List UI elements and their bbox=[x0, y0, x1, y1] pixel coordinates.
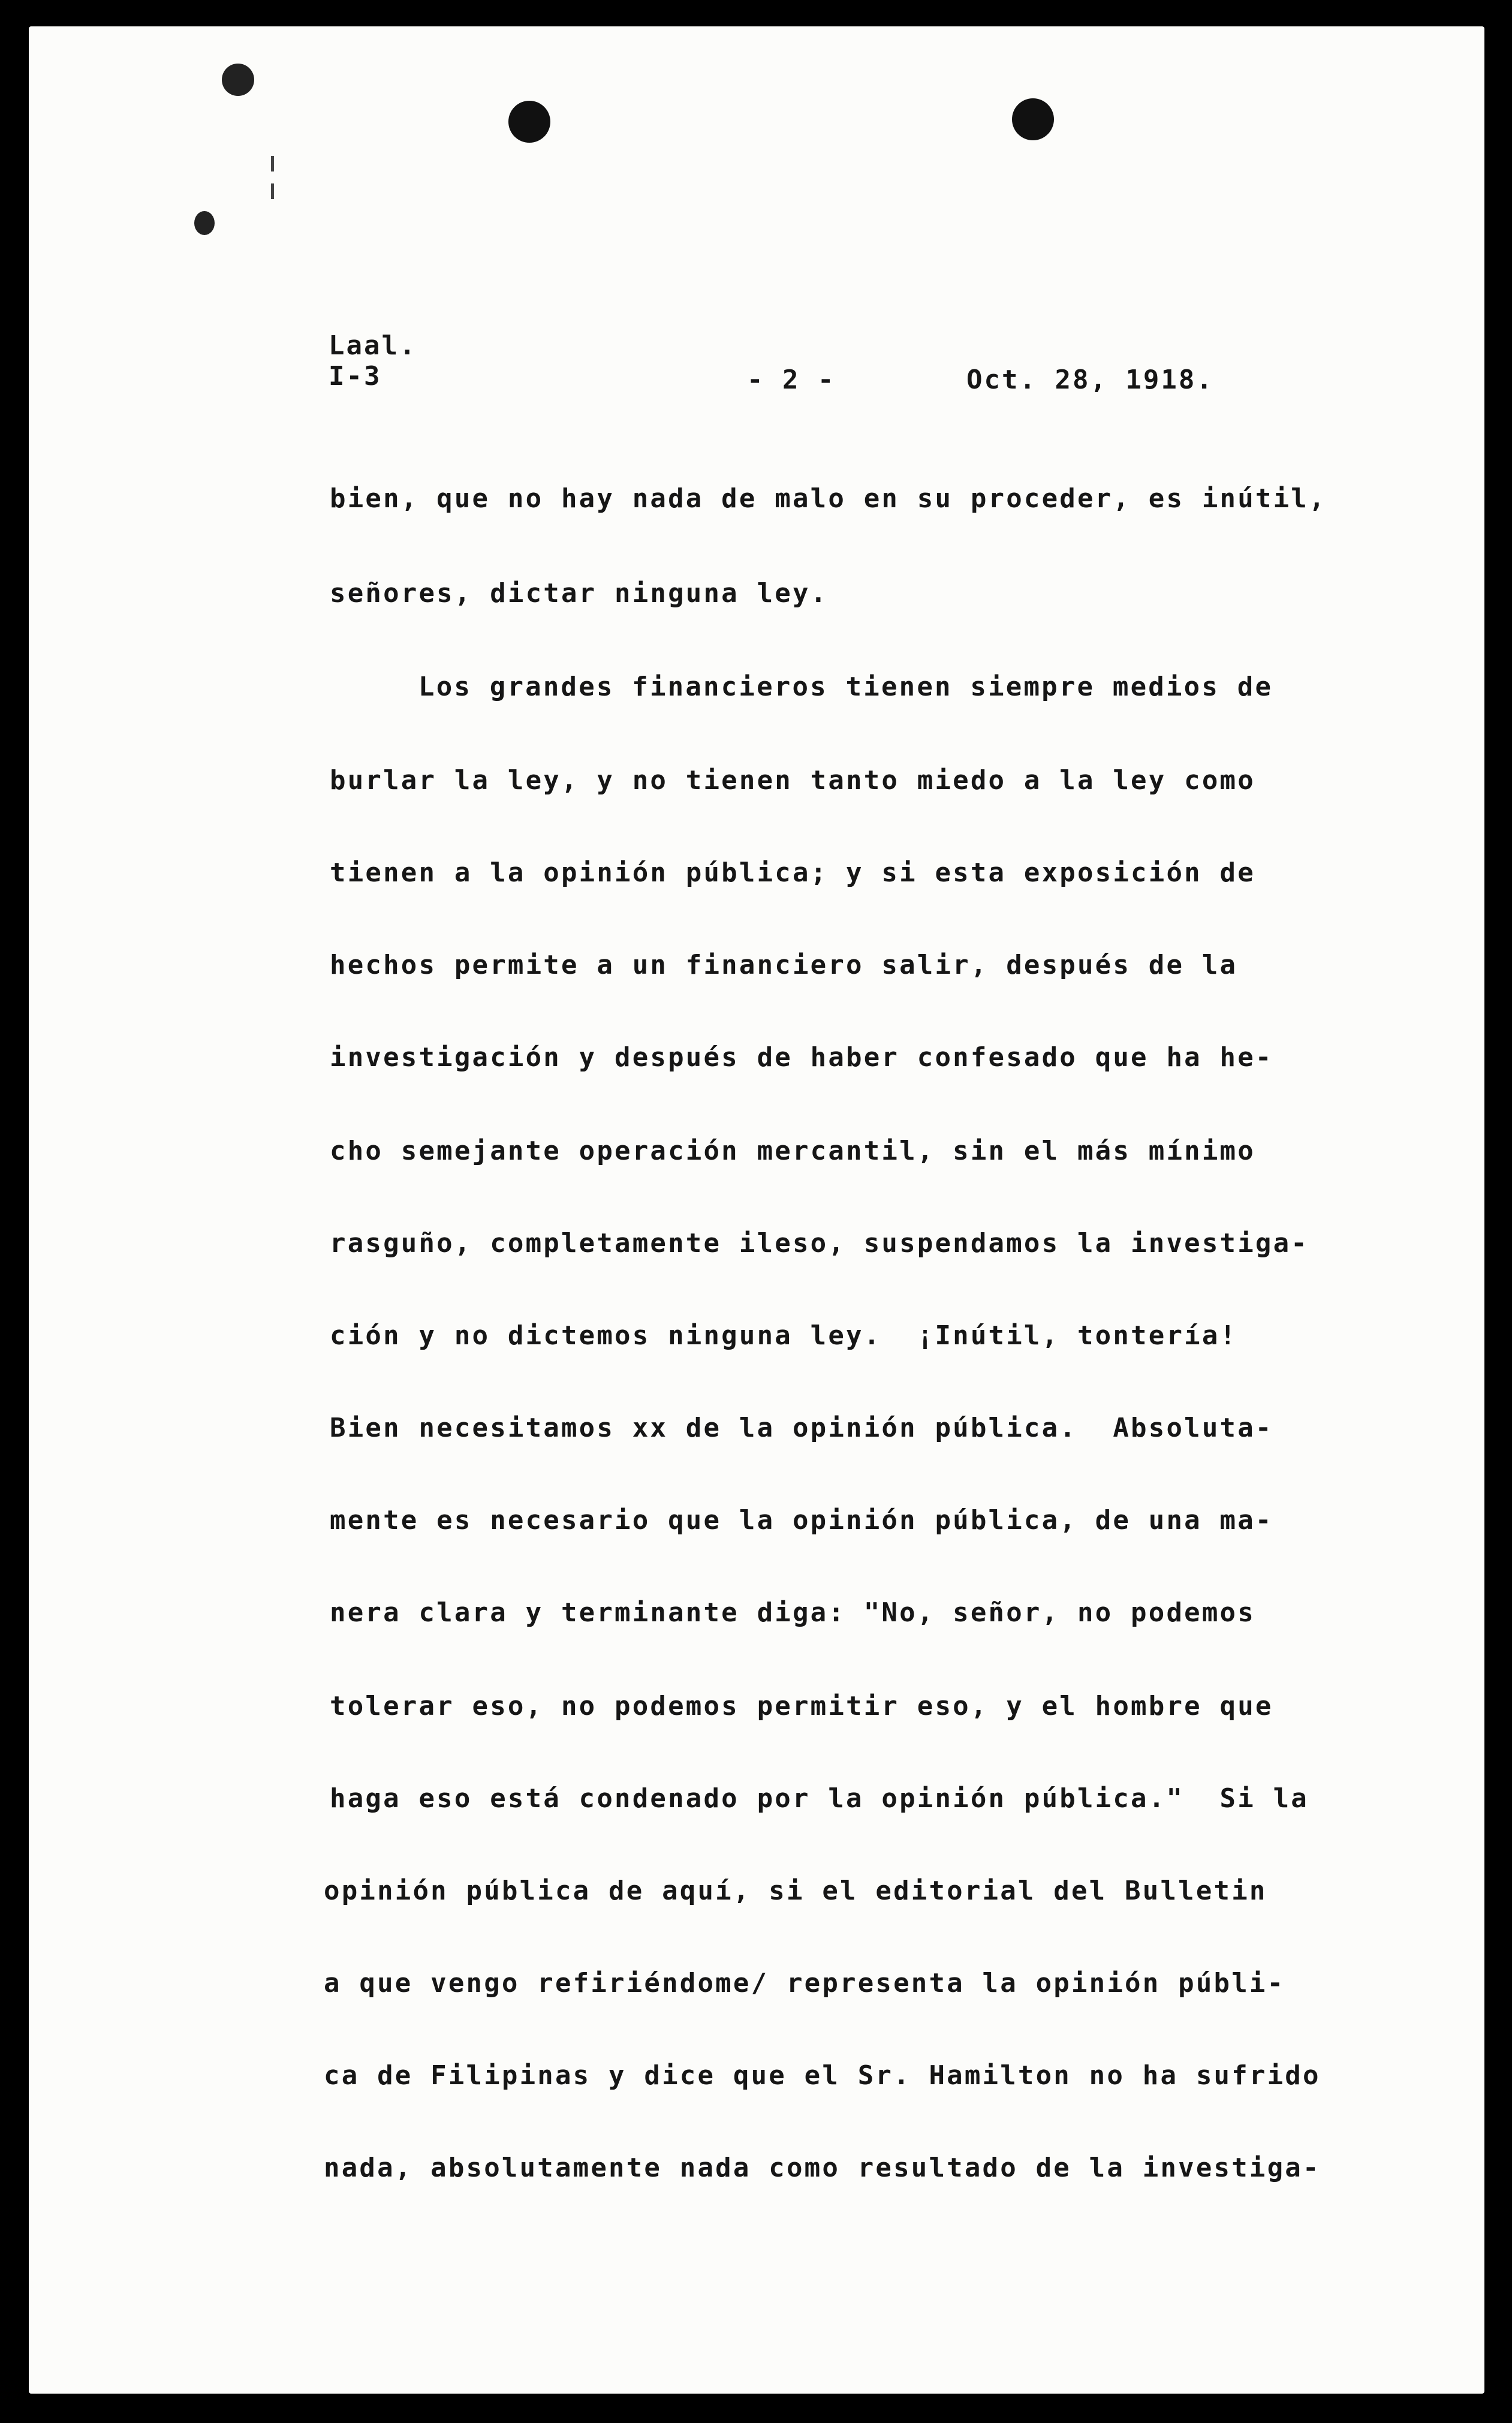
margin-mark bbox=[271, 156, 274, 171]
body-line: nada, absolutamente nada como resultado de la investiga- bbox=[324, 2153, 1321, 2183]
margin-mark bbox=[271, 183, 274, 199]
body-line: mente es necesario que la opinión pública, de una ma- bbox=[330, 1505, 1273, 1536]
body-line: ca de Filipinas y dice que el Sr. Hamilton no ha sufrido bbox=[324, 2060, 1321, 2091]
body-line: señores, dictar ninguna ley. bbox=[330, 578, 829, 609]
punch-hole-right bbox=[1012, 98, 1054, 140]
body-line: Los grandes financieros tienen siempre medios de bbox=[418, 672, 1273, 702]
body-line: a que vengo refiriéndome/ representa la opinión públi- bbox=[324, 1968, 1285, 1998]
body-line: nera clara y terminante diga: "No, señor, no podemos bbox=[330, 1597, 1255, 1628]
body-line: ción y no dictemos ninguna ley. ¡Inútil, tontería! bbox=[330, 1320, 1238, 1351]
reference-code-line-1: Laal. bbox=[329, 330, 417, 361]
body-line: cho semejante operación mercantil, sin el más mínimo bbox=[330, 1136, 1255, 1166]
punch-hole-left bbox=[508, 101, 550, 143]
reference-code-line-2: I-3 bbox=[329, 361, 382, 392]
body-line: rasguño, completamente ileso, suspendamos la investiga- bbox=[330, 1228, 1309, 1259]
ink-blot bbox=[194, 211, 215, 235]
page-number: - 2 - bbox=[747, 365, 836, 395]
body-line: hechos permite a un financiero salir, después de la bbox=[330, 950, 1238, 980]
body-line: burlar la ley, y no tienen tanto miedo a la ley como bbox=[330, 765, 1255, 796]
body-line: tienen a la opinión pública; y si esta exposición de bbox=[330, 857, 1255, 888]
body-line: opinión pública de aquí, si el editorial del Bulletin bbox=[324, 1876, 1267, 1906]
document-date: Oct. 28, 1918. bbox=[966, 365, 1214, 395]
body-line: Bien necesitamos xx de la opinión pública. Absoluta- bbox=[330, 1413, 1273, 1443]
ink-blot bbox=[222, 64, 254, 96]
body-line: tolerar eso, no podemos permitir eso, y el hombre que bbox=[330, 1691, 1273, 1721]
body-line: haga eso está condenado por la opinión pública." Si la bbox=[330, 1783, 1309, 1814]
body-line: bien, que no hay nada de malo en su proceder, es inútil, bbox=[330, 483, 1327, 514]
body-line: investigación y después de haber confesado que ha he- bbox=[330, 1042, 1273, 1073]
